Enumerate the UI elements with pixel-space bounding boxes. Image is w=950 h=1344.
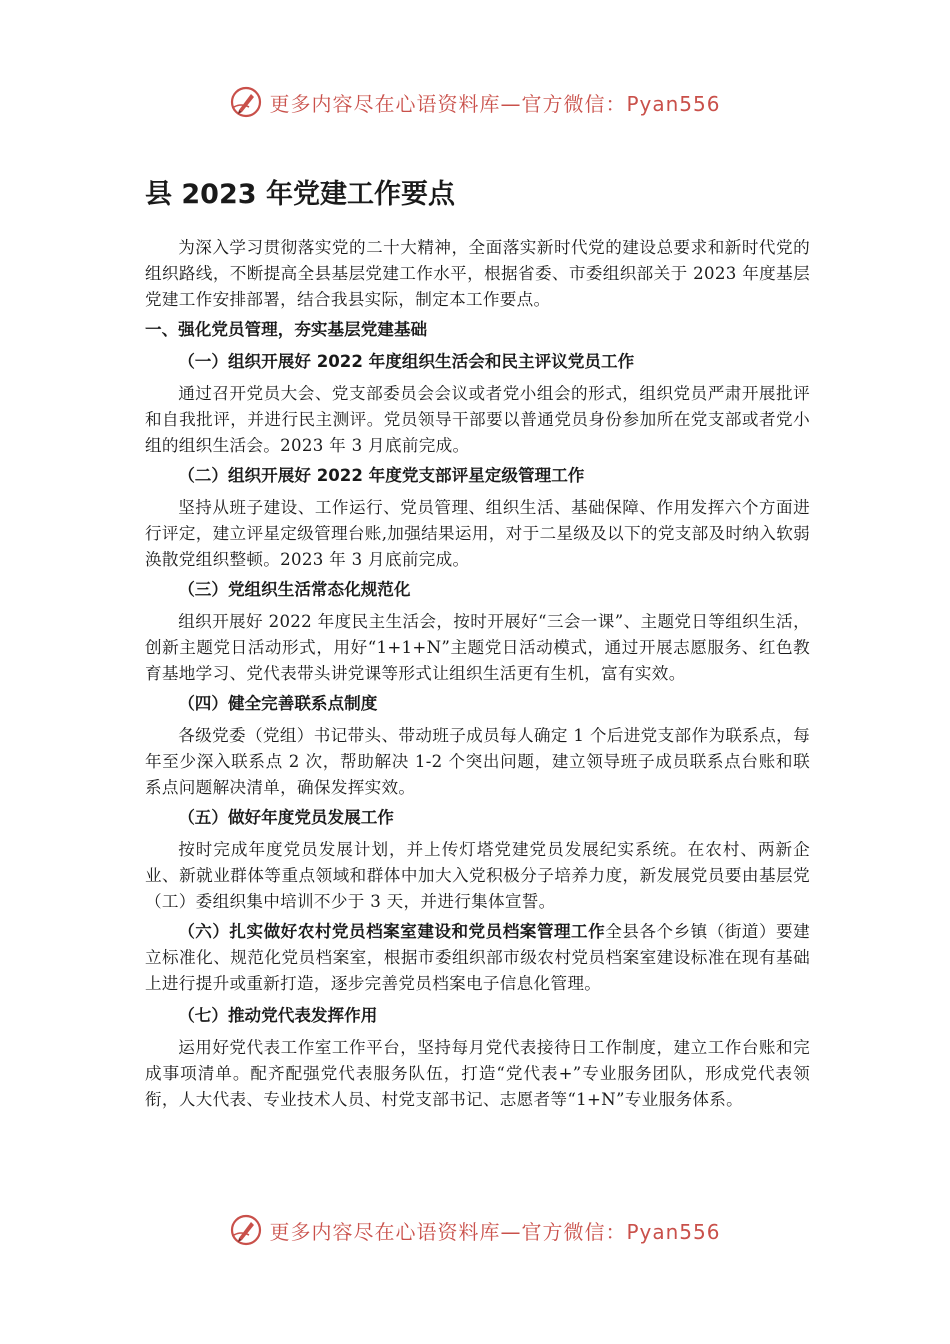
section-heading: 一、强化党员管理，夯实基层党建基础: [145, 320, 428, 339]
sub-body-2: 坚持从班子建设、工作运行、党员管理、组织生活、基础保障、作用发挥六个方面进行评定，建立评星定级管理台账,加强结果运用，对于二星级及以下的党支部及时纳入软弱涣散党组织整顿。2023 年 3 月底前完成。: [145, 498, 810, 569]
intro-paragraph: 为深入学习贯彻落实党的二十大精神，全面落实新时代党的建设总要求和新时代党的组织路线，不断提高全县基层党建工作水平，根据省委、市委组织部关于 2023 年度基层党建工作安排部署，结合我县实际，制定本工作要点。: [145, 238, 810, 309]
sub-heading-4: （四）健全完善联系点制度: [178, 694, 378, 713]
sub-item-6: [145, 919, 810, 997]
sub-body-1: 通过召开党员大会、党支部委员会会议或者党小组会的形式，组织党员严肃开展批评和自我批评，并进行民主测评。党员领导干部要以普通党员身份参加所在党支部或者党小组的组织生活会。2023 年 3 月底前完成。: [145, 384, 810, 455]
sub-body-4: 各级党委（党组）书记带头、带动班子成员每人确定 1 个后进党支部作为联系点，每年至少深入联系点 2 次，帮助解决 1-2 个突出问题，建立领导班子成员联系点台账和联系点问题解决清单，确保发挥实效。: [145, 726, 810, 797]
pen-logo-icon: [229, 85, 263, 119]
sub-heading-3: （三）党组织生活常态化规范化: [178, 580, 411, 599]
page-title: 县 2023 年党建工作要点: [145, 179, 455, 210]
sub-body-5: 按时完成年度党员发展计划，并上传灯塔党建党员发展纪实系统。在农村、两新企业、新就业群体等重点领域和群体中加大入党积极分子培养力度，新发展党员要由基层党（工）委组织集中培训不少于 3 天，并进行集体宣誓。: [145, 840, 810, 911]
sub-body-6: 全县各个乡镇（街道）要建立标准化、规范化党员档案室，根据市委组织部市级农村党员档案室建设标准在现有基础上进行提升或重新打造，逐步完善党员档案电子信息化管理。: [145, 922, 811, 993]
sub-heading-7: （七）推动党代表发挥作用: [178, 1006, 378, 1025]
document-body: [145, 175, 810, 1117]
header-banner: [0, 82, 950, 122]
sub-body-7: 运用好党代表工作室工作平台，坚持每月党代表接待日工作制度，建立工作台账和完成事项清单。配齐配强党代表服务队伍，打造“党代表+”专业服务团队，形成党代表领衔，人大代表、专业技术人员、村党支部书记、志愿者等“1+N”专业服务体系。: [145, 1038, 810, 1109]
sub-heading-5: （五）做好年度党员发展工作: [178, 808, 394, 827]
sub-heading-2: （二）组织开展好 2022 年度党支部评星定级管理工作: [178, 466, 585, 485]
sub-body-3: 组织开展好 2022 年度民主生活会，按时开展好“三会一课”、主题党日等组织生活，创新主题党日活动形式，用好“1+1+N”主题党日活动模式，通过开展志愿服务、红色教育基地学习、党代表带头讲党课等形式让组织生活更有生机，富有实效。: [145, 612, 810, 683]
pen-logo-icon: [229, 1213, 263, 1247]
sub-heading-6: （六）扎实做好农村党员档案室建设和党员档案管理工作: [178, 922, 606, 941]
banner-text: 更多内容尽在心语资料库—官方微信：Pyan556: [269, 1219, 721, 1244]
footer-banner: [0, 1210, 950, 1250]
sub-heading-1: （一）组织开展好 2022 年度组织生活会和民主评议党员工作: [178, 352, 635, 371]
banner-text: 更多内容尽在心语资料库—官方微信：Pyan556: [269, 91, 721, 116]
